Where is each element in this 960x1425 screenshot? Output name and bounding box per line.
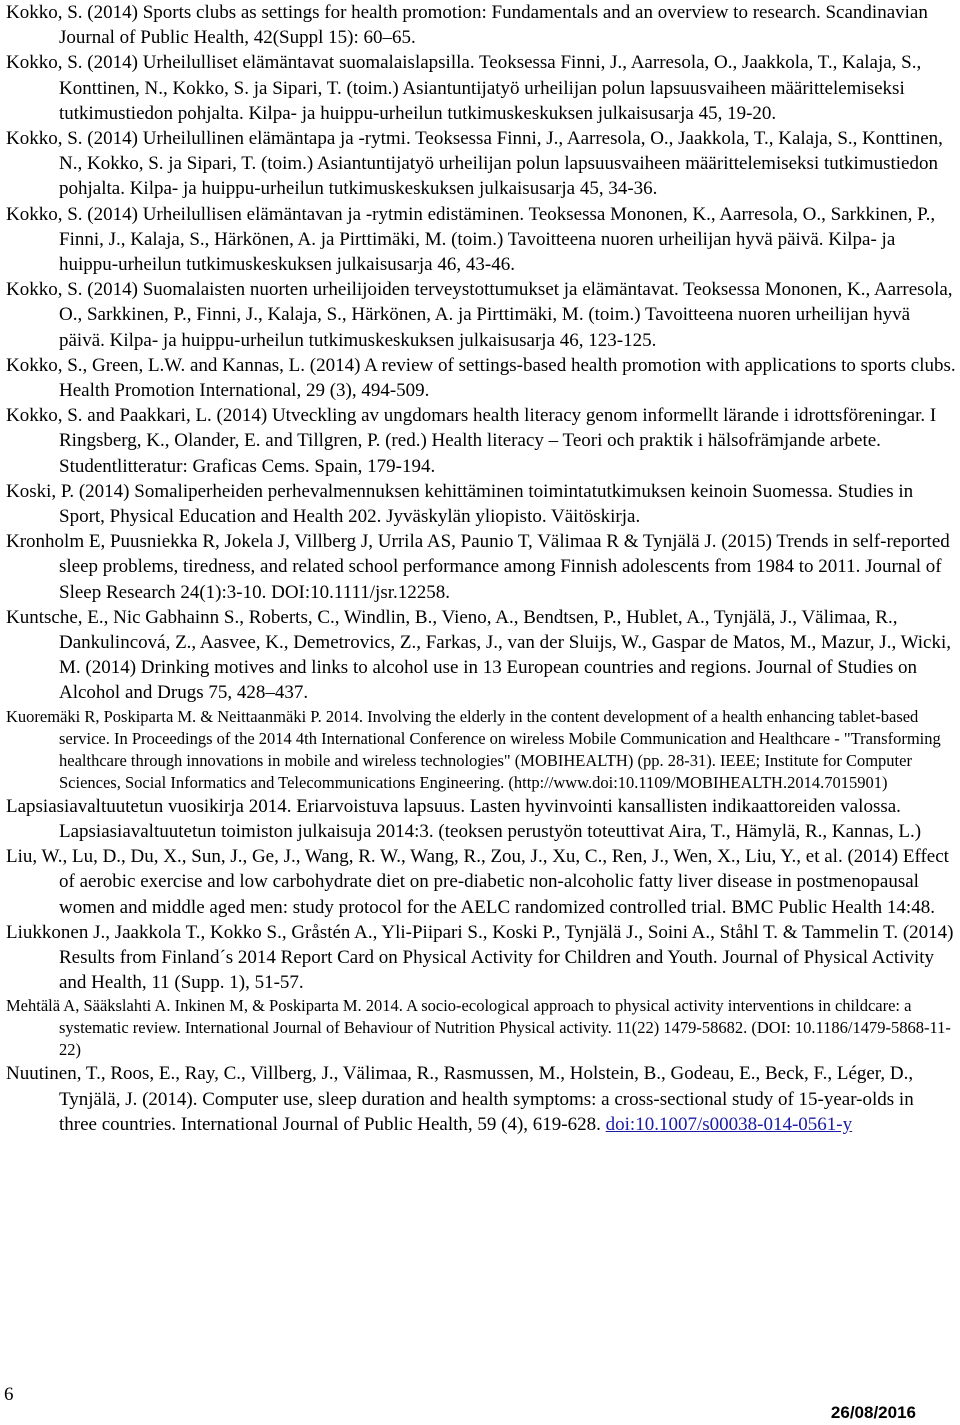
reference-item: Kokko, S. (2014) Urheilullisen elämäntavan ja -rytmin edistäminen. Teoksessa Mononen, K., Aarresola, O., Sarkkinen, P., Finni, J., Kalaja, S., Härkönen, A. ja Pirttimäki, M. (toim.) Tavoitteena nuoren urheilijan hyvä päivä. Kilpa- ja huippu-urheilun tutkimuskeskuksen julkaisusarja 46, 43-46.: [6, 203, 936, 276]
reference-item: Liu, W., Lu, D., Du, X., Sun, J., Ge, J., Wang, R. W., Wang, R., Zou, J., Xu, C., Ren, J., Wen, X., Liu, Y., et al. (2014) Effect of aerobic exercise and low carbohydrate diet on pre-diabetic non-alcoholic fatty liver disease in postmenopausal women and middle aged men: study protocol for the AELC randomized controlled trial. BMC Public Health 14:48.: [6, 846, 949, 918]
reference-item: [6, 1061, 956, 1137]
reference-item: Kuntsche, E., Nic Gabhainn S., Roberts, C., Windlin, B., Vieno, A., Bendtsen, P., Hublet, A., Tynjälä, J., Välimaa, R., Dankulincová, Z., Aasvee, K., Demetrovics, Z., Farkas, J., van der Sluijs, W., Gaspar de Matos, M., Mazur, J., Wicki, M. (2014) Drinking motives and links to alcohol use in 13 European countries and regions. Journal of Studies on Alcohol and Drugs 75, 428–437.: [6, 606, 952, 704]
footer-date: 26/08/2016: [830, 1403, 916, 1422]
reference-list: [6, 0, 956, 1137]
reference-item: Kokko, S. (2014) Sports clubs as settings for health promotion: Fundamentals and an overview to research. Scandinavian Journal of Public Health, 42(Suppl 15): 60–65.: [6, 2, 928, 49]
reference-item: Lapsiasiavaltuutetun vuosikirja 2014. Eriarvoistuva lapsuus. Lasten hyvinvointi kansallisten indikaattoreiden valossa. Lapsiasiavaltuutetun toimiston julkaisuja 2014:3. (teoksen perustyön toteuttivat Aira, T., Hämylä, R., Kannas, L.): [6, 795, 922, 842]
reference-item: Liukkonen J., Jaakkola T., Kokko S., Gråstén A., Yli-Piipari S., Koski P., Tynjälä J., Soini A., Ståhl T. & Tammelin T. (2014) Results from Finland´s 2014 Report Card on Physical Activity for Children and Youth. Journal of Physical Activity and Health, 11 (Supp. 1), 51-57.: [6, 921, 954, 994]
reference-item: Kuoremäki R, Poskiparta M. & Neittaanmäki P. 2014. Involving the elderly in the content development of a health enhancing tablet-based service. In Proceedings of the 2014 4th International Conference on wireless Mobile Communication and Healthcare - "Transforming healthcare through innovations in mobile and wireless technologies" (MOBIHEALTH) (pp. 28-31). IEEE; Institute for Computer Sciences, Social Informatics and Telecommunications Engineering. (http://www.doi:10.1109/MOBIHEALTH.2014.7015901): [6, 706, 941, 792]
reference-item: Kokko, S. (2014) Urheilullinen elämäntapa ja -rytmi. Teoksessa Finni, J., Aarresola, O., Jaakkola, T., Kalaja, S., Konttinen, N., Kokko, S. ja Sipari, T. (toim.) Asiantuntijatyö urheilijan polun lapsuusvaiheen määrittelemiseksi tutkimustiedon pohjalta. Kilpa- ja huippu-urheilun tutkimuskeskuksen julkaisusarja 45, 34-36.: [6, 128, 943, 200]
reference-item: Kokko, S. (2014) Urheilulliset elämäntavat suomalaislapsilla. Teoksessa Finni, J., Aarresola, O., Jaakkola, T., Kalaja, S., Konttinen, N., Kokko, S. ja Sipari, T. (toim.) Asiantuntijatyö urheilijan polun lapsuusvaiheen määrittelemiseksi tutkimustiedon pohjalta. Kilpa- ja huippu-urheilun tutkimuskeskuksen julkaisusarja 45, 19-20.: [6, 52, 922, 124]
reference-item: Kokko, S., Green, L.W. and Kannas, L. (2014) A review of settings-based health promotion with applications to sports clubs. Health Promotion International, 29 (3), 494-509.: [6, 354, 956, 402]
reference-item: Kokko, S. (2014) Suomalaisten nuorten urheilijoiden terveystottumukset ja elämäntavat. Teoksessa Mononen, K., Aarresola, O., Sarkkinen, P., Finni, J., Kalaja, S., Härkönen, A. ja Pirttimäki, M. (toim.) Tavoitteena nuoren urheilijan hyvä päivä. Kilpa- ja huippu-urheilun tutkimuskeskuksen julkaisusarja 46, 123-125.: [6, 279, 953, 351]
reference-item: Koski, P. (2014) Somaliperheiden perhevalmennuksen kehittäminen toimintatutkimuksen keinoin Suomessa. Studies in Sport, Physical Education and Health 202. Jyväskylän yliopisto. Väitöskirja.: [6, 480, 914, 528]
reference-item: Mehtälä A, Sääkslahti A. Inkinen M, & Poskiparta M. 2014. A socio-ecological approach to physical activity interventions in childcare: a systematic review. International Journal of Behaviour of Nutrition Physical activity. 11(22) 1479-58682. (DOI: 10.1186/1479-5868-11-22): [6, 996, 951, 1060]
reference-item: Kokko, S. and Paakkari, L. (2014) Utveckling av ungdomars health literacy genom informellt lärande i idrottsföreningar. I Ringsberg, K., Olander, E. and Tillgren, P. (red.) Health literacy – Teori och praktik i hälsofrämjande arbete. Studentlitteratur: Graficas Cems. Spain, 179-194.: [6, 405, 937, 477]
reference-item: Kronholm E, Puusniekka R, Jokela J, Villberg J, Urrila AS, Paunio T, Välimaa R & Tynjälä J. (2015) Trends in self-reported sleep problems, tiredness, and related school performance among Finnish adolescents from 1984 to 2011. Journal of Sleep Research 24(1):3-10. DOI:10.1111/jsr.12258.: [6, 531, 950, 603]
doi-link[interactable]: doi:10.1007/s00038-014-0561-y: [605, 1113, 853, 1135]
page-number: 6: [4, 1384, 14, 1405]
reference-text: Nuutinen, T., Roos, E., Ray, C., Villberg, J., Välimaa, R., Rasmussen, M., Holstein, B., Godeau, E., Beck, F., Léger, D., Tynjälä, J. (2014). Computer use, sleep duration and health symptoms: a cross-sectional study of 15-year-olds in three countries. International Journal of Public Health, 59 (4), 619-628.: [6, 1063, 914, 1135]
